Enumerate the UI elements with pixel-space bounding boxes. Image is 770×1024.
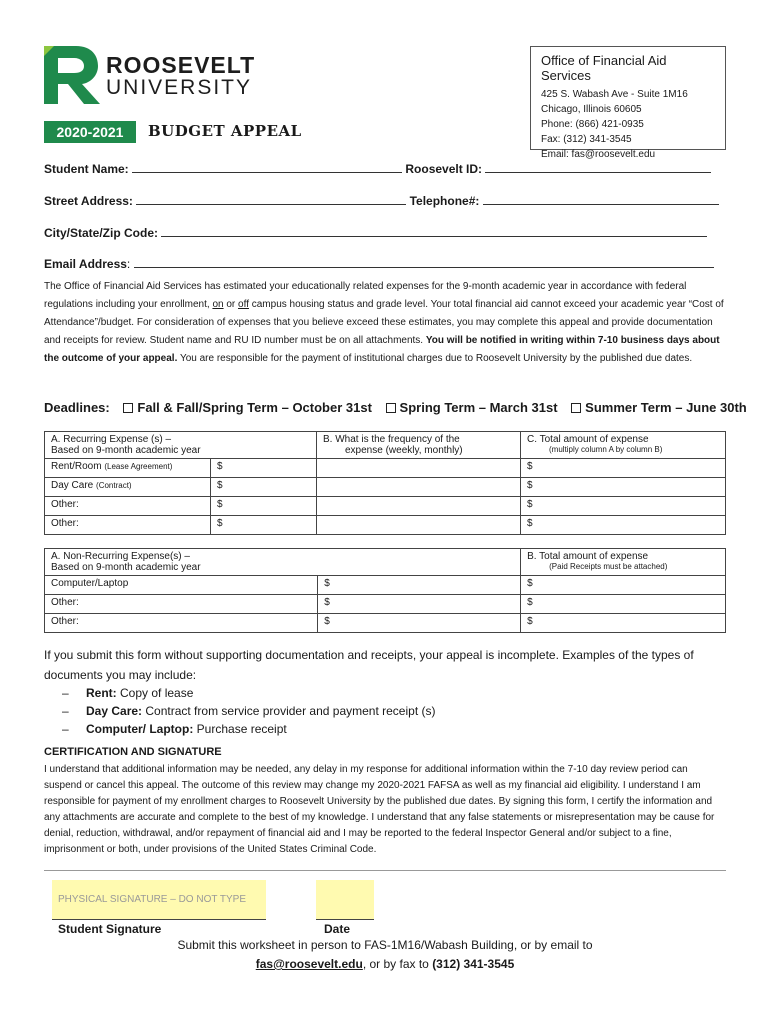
document-examples-list: [62, 684, 435, 738]
certification-title: CERTIFICATION AND SIGNATURE: [44, 746, 222, 758]
nonrecurring-col-b-header: [521, 549, 726, 576]
dollar-sign: $: [217, 518, 223, 529]
office-email: Email: fas@roosevelt.edu: [541, 149, 656, 160]
dollar-sign: $: [527, 499, 533, 510]
submit-middle-text: , or by fax to: [362, 957, 429, 971]
frequency-cell[interactable]: [317, 497, 521, 516]
student-name-input[interactable]: [132, 161, 402, 173]
recurring-row-label: [45, 459, 211, 478]
signature-label: Student Signature: [58, 922, 162, 936]
deadlines-label: Deadlines:: [44, 400, 110, 415]
total-cell[interactable]: [521, 478, 726, 497]
recurring-col-c-line1: C. Total amount of expense: [527, 434, 649, 445]
email-colon: :: [126, 257, 131, 271]
deadlines-row: [44, 400, 747, 415]
nonrecurring-expense-table: [44, 548, 726, 633]
city-state-zip-row: [44, 225, 707, 240]
submit-fax: (312) 341-3545: [432, 957, 515, 971]
logo-text-university: UNIVERSITY: [106, 76, 253, 99]
nonrecurring-col-a-line1: A. Non-Recurring Expense(s) –: [51, 551, 190, 562]
recurring-col-a-line2: Based on 9-month academic year: [51, 445, 201, 456]
row-label-note: (Contract): [96, 481, 132, 490]
recurring-amount-cell[interactable]: [211, 497, 317, 516]
table-row: [45, 595, 726, 614]
recurring-col-c-header: [521, 432, 726, 459]
intro-bold-notice: You will be notified in writing within 7-10 business days about the outcome of your appeal.: [44, 335, 720, 364]
certification-body: I understand that additional information may be needed, any delay in my response for additional information within the 7-10 day review period can suspend or cancel this appeal. The outcome of this review may change my 2020-2021 FAFSA as well as my financial aid eligibility. I understand I am responsible for payment of my enrollment charges to Roosevelt University by the published due dates. By signing this form, I certify the information and any attachments are accurate and complete to the best of my knowledge. I understand that any false statements or misrepresentation may be cause for denial, reduction, withdrawal, and/or repayment of financial aid and I may be reported to the federal Inspector General and/or subject to a fine, imprisonment or both, under provisions of the United States Criminal Code.: [44, 764, 715, 855]
table-row: [45, 614, 726, 633]
frequency-cell[interactable]: [317, 478, 521, 497]
nonrecurring-row-label: Other:: [45, 614, 318, 633]
divider: [44, 870, 726, 871]
recurring-col-a-line1: A. Recurring Expense (s) –: [51, 434, 172, 445]
email-row: [44, 256, 714, 271]
intro-text-1: The Office of Financial Aid Services has estimated your educationally related expenses for the 9-month academic year in accordance with federal regulations including your enrollment,: [44, 281, 687, 310]
recurring-header-row: [45, 432, 726, 459]
nonrecurring-amount-cell[interactable]: [318, 614, 521, 633]
dollar-sign: $: [324, 597, 330, 608]
fall-term-label: Fall & Fall/Spring Term – October 31st: [137, 400, 372, 415]
recurring-amount-cell[interactable]: [211, 478, 317, 497]
telephone-input[interactable]: [483, 193, 719, 205]
total-cell[interactable]: [521, 459, 726, 478]
list-item: [62, 720, 435, 738]
nonrecurring-total-cell[interactable]: [521, 576, 726, 595]
dollar-sign: $: [324, 578, 330, 589]
summer-term-label: Summer Term – June 30th: [585, 400, 747, 415]
list-item-text: Contract from service provider and payment receipt (s): [145, 704, 436, 718]
date-label: Date: [324, 922, 351, 936]
recurring-amount-cell[interactable]: [211, 459, 317, 478]
submit-email-link[interactable]: fas@roosevelt.edu: [255, 957, 363, 971]
roosevelt-id-label: Roosevelt ID:: [405, 162, 483, 176]
row-label-text: Other:: [51, 499, 79, 510]
list-item: [62, 684, 435, 702]
email-input[interactable]: [134, 256, 714, 268]
nonrecurring-total-cell[interactable]: [521, 595, 726, 614]
list-item: [62, 702, 435, 720]
fall-term-checkbox[interactable]: [123, 403, 133, 413]
telephone-label: Telephone#:: [409, 194, 480, 208]
spring-term-checkbox[interactable]: [386, 403, 396, 413]
nonrecurring-col-a-header: [45, 549, 521, 576]
table-row: [45, 478, 726, 497]
documentation-note: If you submit this form without supporting documentation and receipts, your appeal is incomplete. Examples of the types of documents you may include:: [44, 648, 694, 682]
dollar-sign: $: [527, 518, 533, 529]
frequency-cell[interactable]: [317, 459, 521, 478]
list-item-text: Purchase receipt: [196, 722, 287, 736]
office-address1: 425 S. Wabash Ave - Suite 1M16: [541, 89, 688, 100]
dash: –: [62, 686, 69, 700]
recurring-col-b-line2: expense (weekly, monthly): [345, 445, 463, 456]
city-state-zip-input[interactable]: [161, 225, 707, 237]
recurring-col-b-line1: B. What is the frequency of the: [323, 434, 460, 445]
spring-term-label: Spring Term – March 31st: [399, 400, 558, 415]
logo-text-roosevelt: ROOSEVELT: [106, 52, 256, 78]
dollar-sign: $: [324, 616, 330, 627]
row-label-text: Other:: [51, 518, 79, 529]
city-state-zip-label: City/State/Zip Code:: [44, 226, 159, 240]
recurring-row-label: [45, 478, 211, 497]
document-title: BUDGET APPEAL: [148, 122, 302, 140]
dollar-sign: $: [217, 499, 223, 510]
recurring-row-label: [45, 516, 211, 535]
office-address2: Chicago, Illinois 60605: [541, 104, 642, 115]
total-cell[interactable]: [521, 497, 726, 516]
recurring-col-c-line2: (multiply column A by column B): [549, 445, 663, 454]
intro-off: off: [238, 299, 249, 310]
nonrecurring-row-label: Other:: [45, 595, 318, 614]
dollar-sign: $: [527, 616, 533, 627]
submit-instructions-line1: Submit this worksheet in person to FAS-1M16/Wabash Building, or by email to: [177, 938, 593, 952]
nonrecurring-col-a-line2: Based on 9-month academic year: [51, 562, 201, 573]
dollar-sign: $: [217, 480, 223, 491]
intro-text-3: You are responsible for the payment of institutional charges due to Roosevelt University by the published due dates.: [179, 353, 693, 364]
office-contact-box: [530, 46, 726, 160]
list-item-title: Day Care:: [86, 704, 143, 718]
table-row: [45, 576, 726, 595]
nonrecurring-amount-cell[interactable]: [318, 595, 521, 614]
frequency-cell[interactable]: [317, 516, 521, 535]
student-name-row: [44, 161, 711, 176]
dollar-sign: $: [527, 480, 533, 491]
nonrecurring-header-row: [45, 549, 726, 576]
dollar-sign: $: [527, 461, 533, 472]
recurring-row-label: [45, 497, 211, 516]
nonrecurring-col-b-line2: (Paid Receipts must be attached): [549, 562, 668, 571]
intro-or: or: [226, 299, 236, 310]
intro-on: on: [212, 299, 224, 310]
year-badge: 2020-2021: [44, 121, 136, 143]
roosevelt-id-input[interactable]: [485, 161, 711, 173]
dash: –: [62, 722, 69, 736]
row-label-note: (Lease Agreement): [104, 462, 173, 471]
nonrecurring-total-cell[interactable]: [521, 614, 726, 633]
table-row: [45, 497, 726, 516]
dash: –: [62, 704, 69, 718]
list-item-title: Rent:: [86, 686, 117, 700]
submit-instructions-line2: [0, 957, 770, 971]
intro-text-2: campus housing status and grade level. Your total financial aid cannot exceed your academic year “Cost of Attendance”/budget. For consideration of expenses that you believe exceed these estimates, you may complete this appeal and provide documentation and receipts for review. Student name and RU ID number must be on all attachments.: [44, 299, 724, 346]
date-field[interactable]: [316, 880, 374, 920]
nonrecurring-amount-cell[interactable]: [318, 576, 521, 595]
recurring-amount-cell[interactable]: [211, 516, 317, 535]
recurring-col-b-header: [317, 432, 521, 459]
office-fax: Fax: (312) 341-3545: [541, 134, 632, 145]
dollar-sign: $: [527, 578, 533, 589]
signature-field[interactable]: PHYSICAL SIGNATURE – DO NOT TYPE: [52, 880, 266, 920]
university-logo: [44, 46, 284, 106]
recurring-expense-table: [44, 431, 726, 535]
table-row: [45, 459, 726, 478]
summer-term-checkbox[interactable]: [571, 403, 581, 413]
row-label-text: Rent/Room: [51, 461, 102, 472]
row-label-text: Day Care: [51, 480, 94, 491]
list-item-text: Copy of lease: [120, 686, 194, 700]
street-address-label: Street Address:: [44, 194, 133, 208]
nonrecurring-col-b-line1: B. Total amount of expense: [527, 551, 649, 562]
office-name: Office of Financial Aid Services: [541, 53, 667, 83]
student-name-label: Student Name:: [44, 162, 129, 176]
roosevelt-r-logo-icon: [44, 46, 100, 104]
nonrecurring-row-label: Computer/Laptop: [45, 576, 318, 595]
street-address-row: [44, 193, 719, 208]
list-item-title: Computer/ Laptop:: [86, 722, 194, 736]
intro-paragraph: [44, 278, 726, 368]
dollar-sign: $: [527, 597, 533, 608]
street-address-input[interactable]: [136, 193, 406, 205]
email-label: Email Address: [44, 257, 127, 271]
dollar-sign: $: [217, 461, 223, 472]
recurring-col-a-header: [45, 432, 317, 459]
office-phone: Phone: (866) 421-0935: [541, 119, 644, 130]
table-row: [45, 516, 726, 535]
total-cell[interactable]: [521, 516, 726, 535]
